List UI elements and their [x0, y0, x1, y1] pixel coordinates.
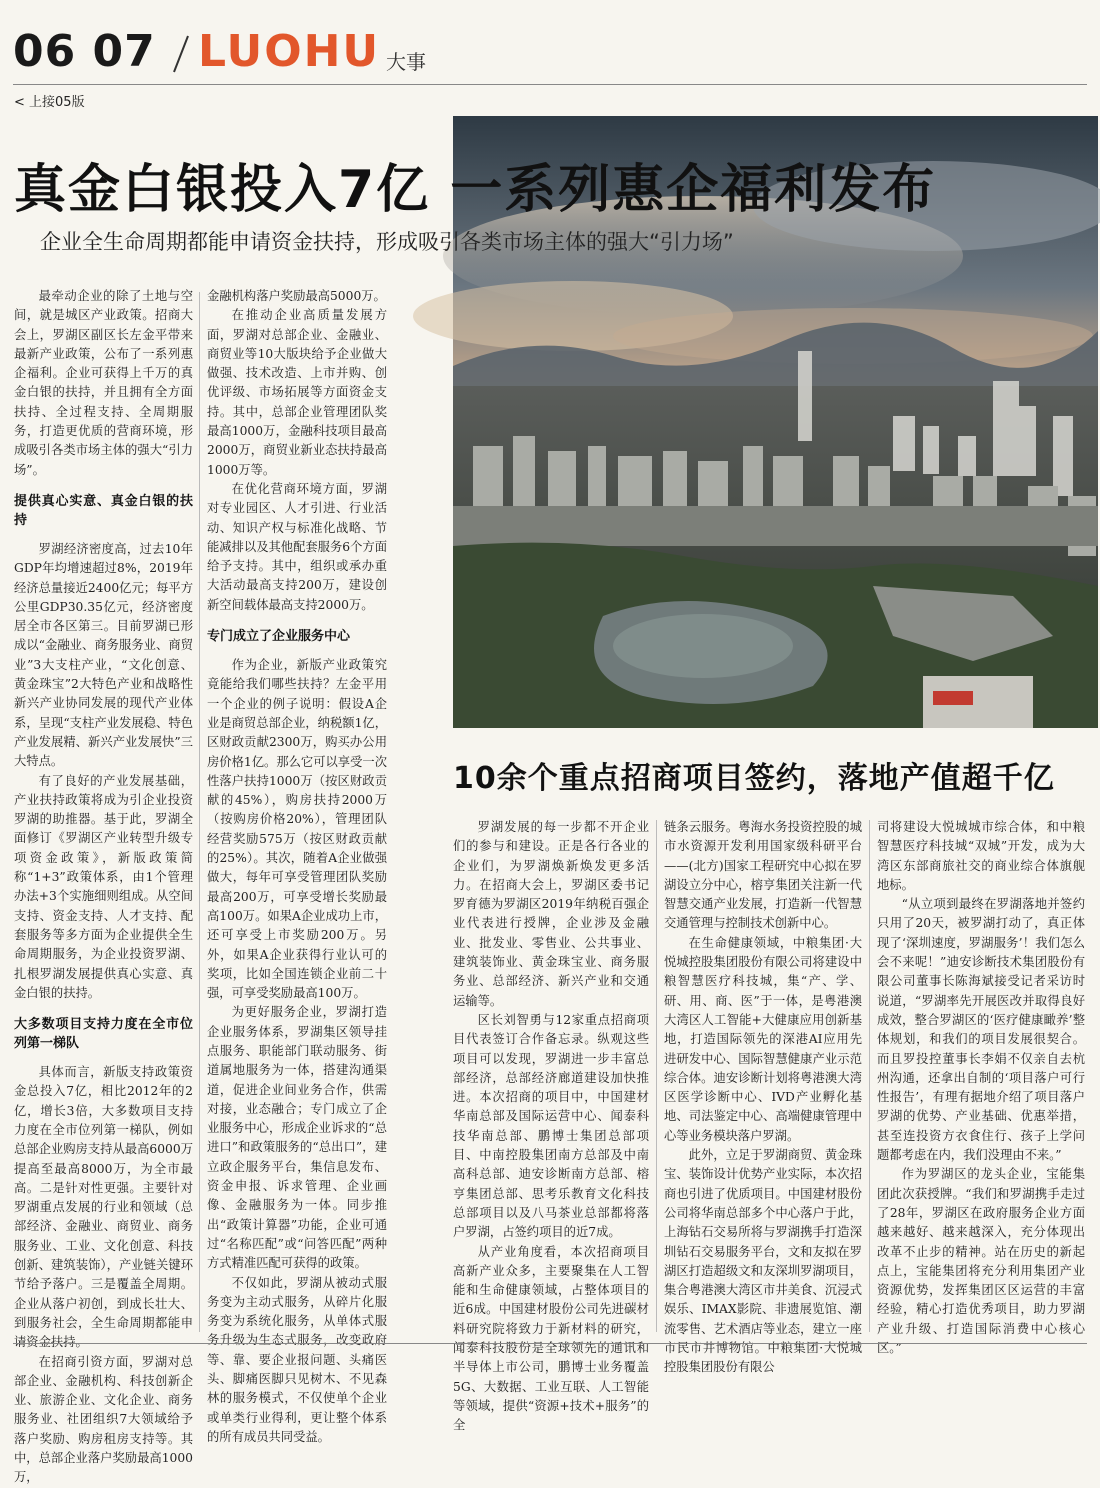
paragraph: 在招商引资方面，罗湖对总部企业、金融机构、科技创新企业、旅游企业、文化企业、商务服务业、社团组织7大领域给予落户奖励、购房租房支持等。其中，总部企业落户奖励最高1000万， [14, 1354, 193, 1485]
paragraph: 为更好服务企业，罗湖打造企业服务体系，罗湖集区领导挂点服务、职能部门联动服务、街道属地服务为一体，搭建沟通渠道，促进企业间业务合作，供需对接，业态融合；专门成立了企业服务中心，形成企业诉求的“总进口”和政策服务的“总出口”，建立政企服务平台，集信息发布、资金申报、诉求管理、企业画像、金融服务为一体。同步推出“政策计算器”功能，企业可通过“名称匹配”或“问答匹配”两种方式精准匹配可获得的政策。 [207, 1005, 387, 1271]
article-column-5 [877, 818, 1085, 1356]
header-rule [13, 84, 1087, 85]
paragraph: 在生命健康领域，中粮集团·大悦城控股集团股份有限公司将建设中粮智慧医疗科技城，集“产、学、研、用、商、医”于一体，是粤港澳大湾区人工智能+大健康应用创新基地，打造国际领先的深港AI应用先进研发中心、国际智慧健康产业示范综合体。迪安诊断计划将粤港澳大湾区医学诊断中心、IVD产业孵化基地、司法鉴定中心、高端健康管理中心等业务模块落户罗湖。 [664, 935, 862, 1143]
continued-link[interactable]: < 上接05版 [14, 95, 85, 110]
page-numbers: 06 07 [13, 26, 156, 77]
paragraph: 区长刘智勇与12家重点招商项目代表签订合作备忘录。纵观这些项目可以发现，罗湖进一步丰富总部经济，总部经济廊道建设加快推进。本次招商的项目中，中国建材华南总部及国际运营中心、闻泰科技华南总部、鹏博士集团总部项目、中南控股集团南方总部及中南高科总部、迪安诊断南方总部、榕亨集团总部、思考乐教育文化科技总部项目以及八马茶业总部都将落户罗湖，占签约项目的近7成。 [453, 1012, 649, 1240]
paragraph: 具体而言，新版支持政策资金总投入7亿，相比2012年的2亿，增长3倍，大多数项目支持力度在全市位列第一梯队，例如总部企业购房支持从最高6000万提高至最高8000万，为全市最高。二是针对性更强。主要针对罗湖重点发展的行业和领域（总部经济、金融业、商贸业、商务服务业、工业、文化创意、科技创新、建筑装饰），产业链关键环节给予落户。三是覆盖全周期。企业从落户初创，到成长壮大、到服务社会，全生命周期都能申请资金扶持。 [14, 1065, 193, 1350]
paragraph: 金融机构落户奖励最高5000万。 [207, 289, 386, 303]
column-divider [869, 820, 870, 1332]
paragraph: 司将建设大悦城城市综合体，和中粮智慧医疗科技城“双城”开发，成为大湾区东部商旅社交的商业综合体旗舰地标。 [877, 820, 1085, 892]
article-column-1 [14, 287, 193, 1485]
paragraph: 有了良好的产业发展基础，产业扶持政策将成为引企业投资罗湖的助推器。基于此，罗湖全面修订《罗湖区产业转型升级专项资金政策》，新版政策简称“1+3”政策体系，由1个管理办法+3个实施细则组成。从空间支持、资金支持、人才支持、配套服务等多方面为企业提供全生命周期服务，为企业投资罗湖、扎根罗湖发展提供真心实意、真金白银的扶持。 [14, 773, 193, 1000]
headline: 真金白银投入7亿 一系列惠企福利发布 [14, 160, 937, 220]
column-divider [199, 292, 200, 1332]
paragraph: 最牵动企业的除了土地与空间，就是城区产业政策。招商大会上，罗湖区副区长左金平带来最新产业政策，公布了一系列惠企福利。企业可获得上千万的真金白银的扶持，并且拥有全方面扶持、全过程支持、全周期服务，打造更优质的营商环境，形成吸引各类市场主体的强大“引力场”。 [14, 289, 193, 477]
paragraph: 链条云服务。粤海水务投资控股的城市水资源开发利用国家级科研平台——(北方)国家工程研究中心拟在罗湖设立分中心，榕亨集团关注新一代智慧交通产业发展，打造新一代智慧交通管理与控制技术创新中心。 [664, 820, 862, 931]
article-column-3 [453, 818, 649, 1433]
paragraph: 从产业角度看，本次招商项目高新产业众多，主要聚集在人工智能和生命健康领域，占整体项目的近6成。中国建材股份公司先进碳材料研究院将致力于新材料的研究，闻泰科技股份是全球领先的通讯和半导体上市公司，鹏博士业务覆盖5G、大数据、工业互联、人工智能等领域，提供“资源+技术+服务”的全 [453, 1244, 649, 1433]
deck-subtitle: 企业全生命周期都能申请资金扶持，形成吸引各类市场主体的强大“引力场” [40, 230, 734, 254]
paragraph: 在推动企业高质量发展方面，罗湖对总部企业、金融业、商贸业等10大版块给予企业做大做强、技术改造、上市并购、创优评级、市场拓展等方面资金支持。其中，总部企业管理团队奖最高1000万，金融科技项目最高2000万，商贸业新业态扶持最高1000万等。 [207, 308, 387, 477]
section-name: LUOHU [198, 26, 381, 77]
article-column-4 [664, 818, 862, 1375]
paragraph: 在优化营商环境方面，罗湖对专业园区、人才引进、行业活动、知识产权与标准化战略、节能减排以及其他配套服务6个方面给予支持。其中，组织或承办重大活动最高支持200万，建设创新空间载体最高支持2000万。 [207, 481, 387, 612]
section-subtitle: 大事 [386, 50, 426, 74]
footer-rule [13, 1343, 1087, 1344]
column-divider [656, 820, 657, 1332]
slash-divider [168, 34, 194, 74]
section-heading: 提供真心实意、真金白银的扶持 [14, 493, 193, 528]
section-heading: 大多数项目支持力度在全市位列第一梯队 [14, 1017, 193, 1052]
paragraph: 不仅如此，罗湖从被动式服务变为主动式服务，从碎片化服务变为系统化服务，从单体式服务升级为生态式服务，改变政府等、靠、要企业报问题、头痛医头、脚痛医脚只见树木、不见森林的服务模式，不仅使单个企业或单类行业得利，更让整个体系的所有成员共同受益。 [207, 1275, 387, 1444]
paragraph: 罗湖发展的每一步都不开企业们的参与和建设。正是各行各业的企业们，为罗湖焕新焕发更多活力。在招商大会上，罗湖区委书记罗育德为罗湖区2019年纳税百强企业代表进行授牌，企业涉及金融业、批发业、零售业、公共事业、建筑装饰业、黄金珠宝业、商务服务业、总部经济、新兴产业和交通运输等。 [453, 820, 649, 1008]
paragraph: 罗湖经济密度高，过去10年GDP年均增速超过8%，2019年经济总量接近2400亿元；每平方公里GDP30.35亿元，经济密度居全市各区第三。目前罗湖已形成以“金融业、商务服务业、商贸业”3大支柱产业，“文化创意、黄金珠宝”2大特色产业和战略性新兴产业协同发展的现代产业体系，呈现“支柱产业发展稳、特色产业发展精、新兴产业发展快”三大特点。 [14, 541, 193, 769]
paragraph: “从立项到最终在罗湖落地并签约只用了20天，被罗湖打动了，真正体现了‘深圳速度，罗湖服务’！我们怎么会不来呢！”迪安诊断技术集团股份有限公司董事长陈海斌接受记者采访时说道，“罗湖率先开展医改并取得良好成效，整合罗湖区的‘医疗健康瞰养’整体规划，和我们的项目发展很契合。而且罗投控董事长李娟不仅亲自去杭州沟通，还拿出自制的‘项目落户可行性报告’，有理有据地介绍了项目落户罗湖的优势、产业基础、优惠举措，甚至连投资方衣食住行、孩子上学问题都考虑在内，我们没理由不来。” [877, 897, 1085, 1163]
section-heading: 专门成立了企业服务中心 [207, 629, 351, 645]
article-column-2 [207, 287, 387, 1444]
paragraph: 作为企业，新版产业政策究竟能给我们哪些扶持？左金平用一个企业的例子说明：假设A企业是商贸总部企业，纳税额1亿，区财政贡献2300万，购买办公用房价格1亿。那么它可以享受一次性落户扶持1000万（按区财政贡献的45%），购房扶持2000万（按购房价格20%），管理团队经营奖励575万（按区财政贡献的25%）。其次，随着A企业做强做大，每年可享受管理团队奖励最高200万，可享受增长奖励最高100万。如果A企业成功上市，还可享受上市奖励200万。另外，如果A企业获得行业认可的奖项，比如全国连锁企业前二十强，可享受奖励最高100万。 [207, 658, 387, 1001]
paragraph: 作为罗湖区的龙头企业，宝能集团此次获授牌。“我们和罗湖携手走过了28年，罗湖区在政府服务企业方面越来越好、越来越深入，充分体现出改革不止步的精神。站在历史的新起点上，宝能集团将充分利用集团产业资源优势，发挥集团区区运营的丰富经验，精心打造优秀项目，助力罗湖产业升级、打造国际消费中心核心区。” [877, 1167, 1085, 1356]
section-subheadline: 10余个重点招商项目签约，落地产值超千亿 [453, 761, 1055, 796]
paragraph: 此外，立足于罗湖商贸、黄金珠宝、装饰设计优势产业实际，本次招商也引进了优质项目。中国建材股份公司将华南总部多个中心落户于此，上海钻石交易所将与罗湖携手打造深圳钻石交易服务平台，文和友拟在罗湖区打造超级文和友深圳罗湖项目，集合粤港澳大湾区市井美食、沉浸式娱乐、IMAX影院、非遗展览馆、潮流零售、艺术酒店等业态，建立一座市民市井博物馆。中粮集团·大悦城控股集团股份有限公 [664, 1148, 862, 1375]
